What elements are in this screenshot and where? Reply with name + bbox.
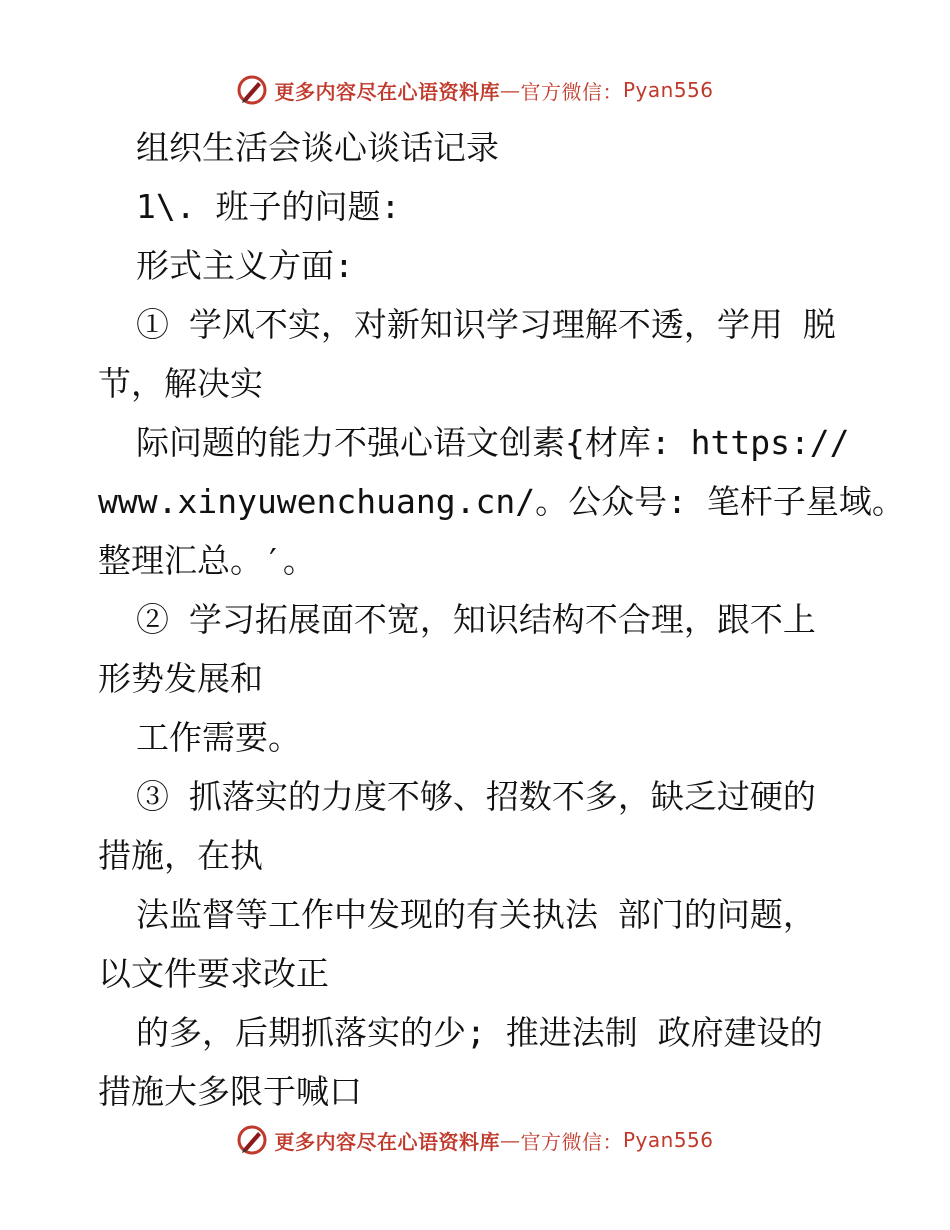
- document-title: 组织生活会谈心谈话记录: [136, 128, 499, 167]
- text-line: www.xinyuwenchuang.cn/。公众号: 笔杆子星域。: [98, 482, 905, 521]
- banner-wechat-id: Pyan556: [622, 78, 714, 102]
- document-body: [98, 118, 905, 1121]
- banner-site-name: 更多内容尽在心语资料库: [274, 1129, 500, 1154]
- pen-logo-icon: [236, 74, 268, 106]
- text-line: 形式主义方面:: [136, 246, 354, 285]
- text-line: 工作需要。: [136, 718, 301, 757]
- text-line: 以文件要求改正: [98, 954, 329, 993]
- text-line: ③ 抓落实的力度不够、招数不多，缺乏过硬的: [136, 777, 816, 816]
- header-banner: [0, 70, 950, 110]
- banner-separator: —: [499, 1128, 521, 1152]
- pen-logo-icon: [236, 1124, 268, 1156]
- text-line: ② 学习拓展面不宽，知识结构不合理，跟不上: [136, 600, 816, 639]
- text-line: 的多，后期抓落实的少; 推进法制 政府建设的: [136, 1013, 823, 1052]
- banner-wechat-label: 官方微信：: [520, 79, 623, 104]
- text-line: 措施，在执: [98, 836, 263, 875]
- text-line: 形势发展和: [98, 659, 263, 698]
- banner-wechat-id: Pyan556: [622, 1128, 714, 1152]
- text-line: 措施大多限于喊口: [98, 1072, 362, 1111]
- text-line: 1\. 班子的问题:: [136, 187, 401, 226]
- banner-wechat-label: 官方微信：: [520, 1129, 623, 1154]
- text-line: 整理汇总。′。: [98, 541, 316, 580]
- text-line: 际问题的能力不强心语文创素{材库: https://: [136, 423, 850, 462]
- text-line: ① 学风不实，对新知识学习理解不透，学用 脱: [136, 305, 836, 344]
- text-line: 节，解决实: [98, 364, 263, 403]
- footer-banner: [0, 1120, 950, 1160]
- banner-site-name: 更多内容尽在心语资料库: [274, 79, 500, 104]
- text-line: 法监督等工作中发现的有关执法 部门的问题，: [136, 895, 816, 934]
- banner-separator: —: [499, 78, 521, 102]
